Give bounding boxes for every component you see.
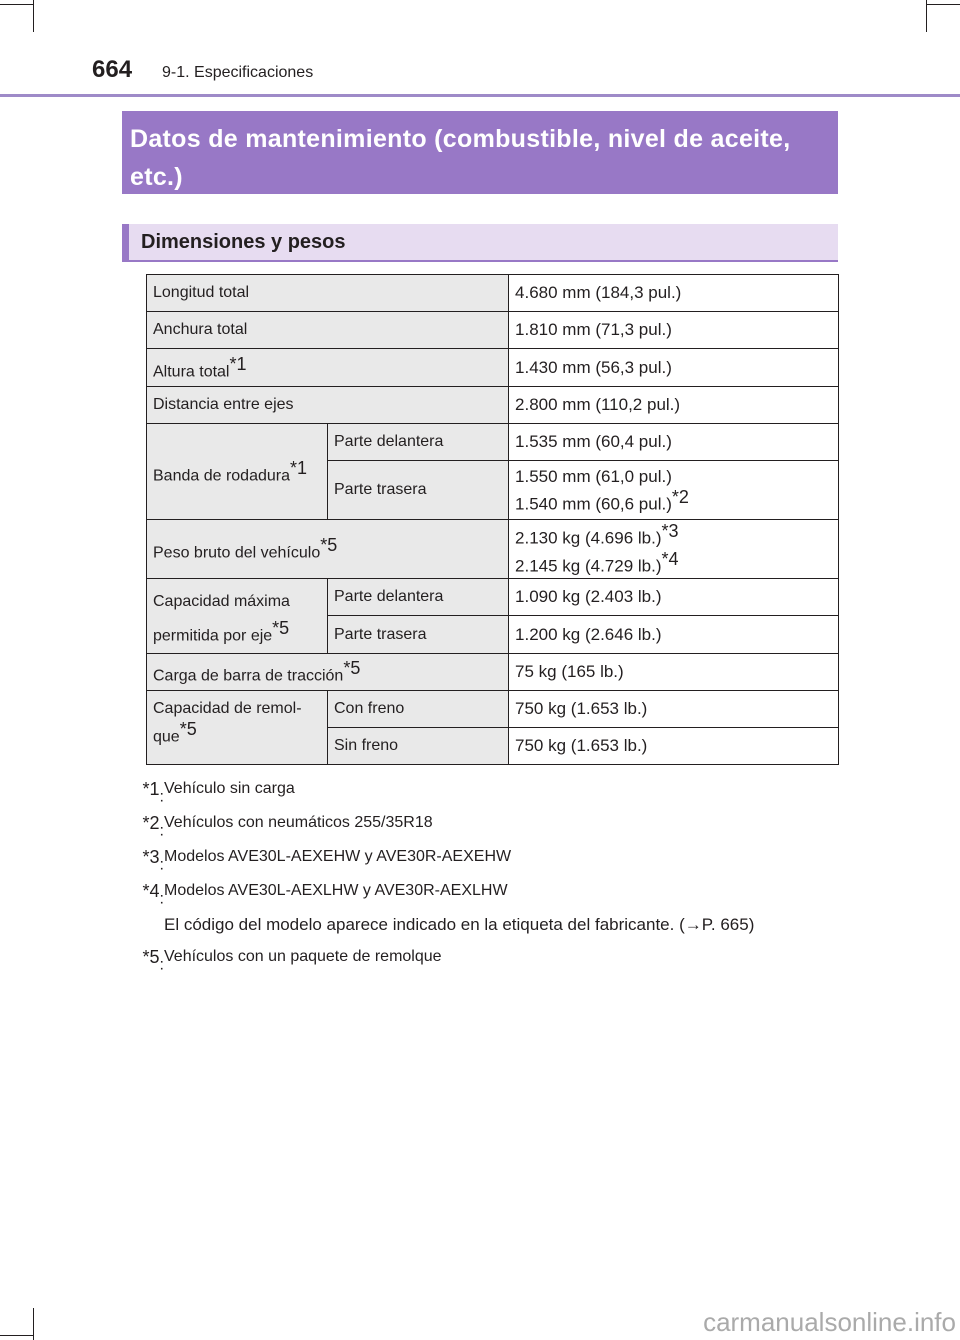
footnote-text: Modelos AVE30L-AEXEHW y AVE30R-AEXEHW <box>164 848 512 865</box>
footnote-ref: *1 <box>290 457 308 478</box>
row-label: Anchura total <box>147 312 509 349</box>
sub-label: Sin freno <box>328 728 509 765</box>
row-label: Capacidad máxima permitida por eje$^{*5}$ <box>147 579 328 654</box>
row-value: 4.680 mm (184,3 pul.) <box>509 275 839 312</box>
footnote-mark: $^{*3}$: <box>142 847 164 874</box>
footnote <box>130 810 830 844</box>
row-label: Banda de rodadura$^{*1}$ <box>147 424 328 520</box>
table-row <box>147 520 839 579</box>
row-value: 1.200 kg (2.646 lb.) <box>509 616 839 654</box>
crop-mark <box>926 0 927 32</box>
footnote-ref: *3 <box>661 521 679 542</box>
sub-label: Parte delantera <box>328 579 509 616</box>
table-row <box>147 349 839 387</box>
footnote-text: Vehículos con un paquete de remolque <box>164 948 442 965</box>
table-row <box>147 691 839 728</box>
footnote-mark: $^{*5}$: <box>142 947 164 974</box>
row-value: 1.535 mm (60,4 pul.) <box>509 424 839 461</box>
footnote <box>130 776 830 810</box>
footnote-mark: $^{*2}$: <box>142 813 164 840</box>
footnote-ref: *1 <box>229 353 247 374</box>
row-value: 75 kg (165 lb.) <box>509 654 839 691</box>
footnote-ref: *5 <box>272 618 290 638</box>
dimensions-table <box>146 274 839 765</box>
footnote-text: Vehículos con neumáticos 255/35R18 <box>164 814 433 831</box>
crop-mark <box>926 4 960 5</box>
sub-label: Parte trasera <box>328 461 509 520</box>
row-label: Altura total$^{*1}$ <box>147 349 509 387</box>
crop-mark <box>33 1308 34 1340</box>
sub-label: Con freno <box>328 691 509 728</box>
table-row <box>147 312 839 349</box>
row-value: 1.550 mm (61,0 pul.) 1.540 mm (60,6 pul.)$^{*2}$ <box>509 461 839 520</box>
header-rule <box>0 94 960 97</box>
crop-mark <box>33 0 34 32</box>
footnote <box>130 844 830 878</box>
table-row <box>147 654 839 691</box>
sub-label: Parte delantera <box>328 424 509 461</box>
footnote-ref: *5 <box>343 658 361 679</box>
row-value: 750 kg (1.653 lb.) <box>509 728 839 765</box>
footnote-ref: *5 <box>320 535 338 556</box>
table-row <box>147 424 839 461</box>
row-value: 750 kg (1.653 lb.) <box>509 691 839 728</box>
crop-mark <box>0 1335 34 1336</box>
row-value: 2.130 kg (4.696 lb.)$^{*3}$ 2.145 kg (4.729 lb.)$^{*4}$ <box>509 520 839 579</box>
footnotes <box>130 776 830 978</box>
row-label: Distancia entre ejes <box>147 387 509 424</box>
watermark: carmanualsonline.info <box>703 1307 956 1337</box>
row-value: 1.810 mm (71,3 pul.) <box>509 312 839 349</box>
row-value: 1.430 mm (56,3 pul.) <box>509 349 839 387</box>
footnote-text: Modelos AVE30L-AEXLHW y AVE30R-AEXLHW <box>164 882 508 899</box>
row-label: Longitud total <box>147 275 509 312</box>
sub-label: Parte trasera <box>328 616 509 654</box>
section-label: 9-1. Especificaciones <box>162 64 314 81</box>
footnote <box>130 944 830 978</box>
table-row <box>147 579 839 616</box>
table-row <box>147 275 839 312</box>
footnote-ref: *2 <box>671 486 689 507</box>
footnote-text: Vehículo sin carga <box>164 780 295 797</box>
footnote-mark: $^{*1}$: <box>142 779 164 806</box>
row-value: 2.800 mm (110,2 pul.) <box>509 387 839 424</box>
footnote <box>130 878 830 912</box>
page-title: Datos de mantenimiento (combustible, nivel de aceite, etc.) <box>122 111 838 194</box>
row-label: Peso bruto del vehículo$^{*5}$ <box>147 520 509 579</box>
row-label: Carga de barra de tracción$^{*5}$ <box>147 654 509 691</box>
footnote-detail: El código del modelo aparece indicado en la etiqueta del fabricante. (→P. 665) <box>164 915 755 934</box>
table-row <box>147 387 839 424</box>
row-value: 1.090 kg (2.403 lb.) <box>509 579 839 616</box>
crop-mark <box>0 4 34 5</box>
section-subtitle: Dimensiones y pesos <box>122 224 838 262</box>
footnote-ref: *4 <box>661 549 679 569</box>
row-label: Capacidad de remol-que$^{*5}$ <box>147 691 328 765</box>
footnote-mark: $^{*4}$: <box>142 881 164 908</box>
page-number: 664 <box>92 56 133 83</box>
footnote-ref: *5 <box>179 719 197 739</box>
